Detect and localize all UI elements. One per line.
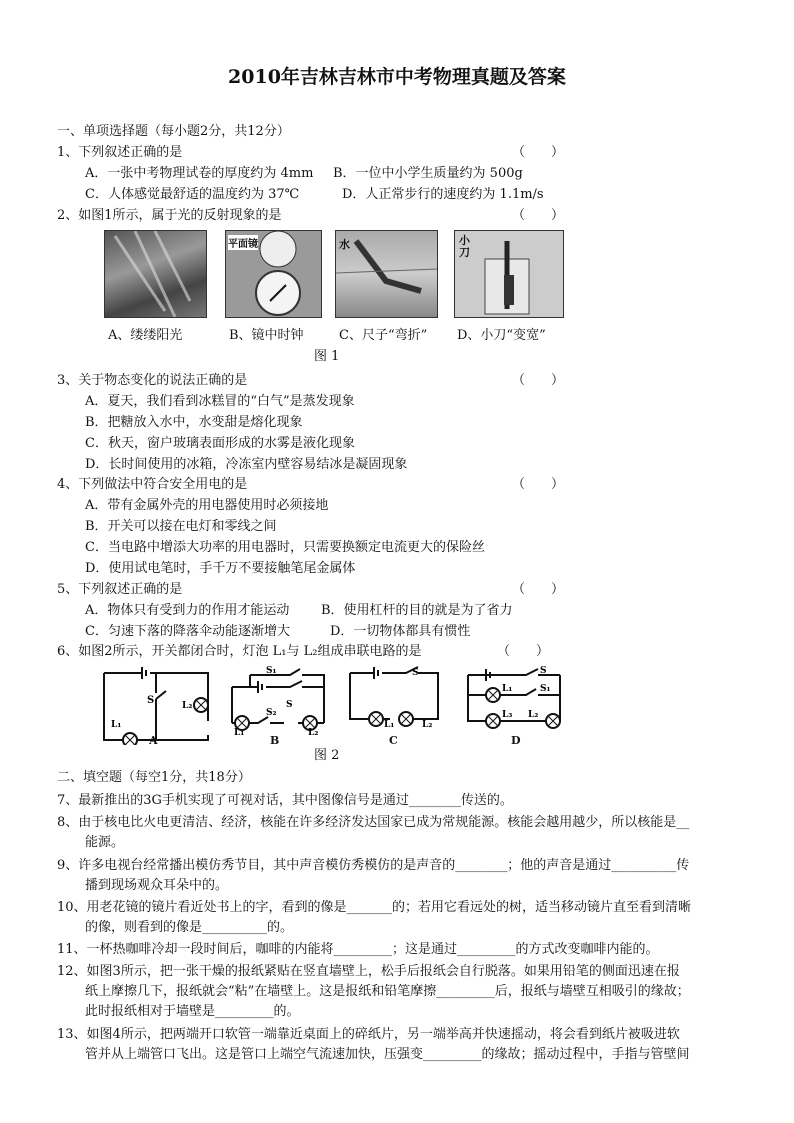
circuit-label-a: A [149,734,158,747]
fig1-caption-c: C、尺子“弯折” [339,328,428,343]
q12-line3: 此时报纸相对于墙壁是_________的。 [85,1004,300,1019]
fig1-caption-a: A、缕缕阳光 [108,328,183,343]
svg-text:S₁: S₁ [266,666,277,676]
svg-text:S: S [540,666,547,676]
svg-text:L₂: L₂ [308,728,319,738]
svg-text:L₃: L₃ [502,710,513,720]
photo-widened-knife [454,230,564,318]
section-1-heading: 一、单项选择题（每小题2分，共12分） [57,124,290,139]
q12-line2: 纸上摩擦几下，报纸就会“粘”在墙壁上。这是报纸和铅笔摩擦_________后，报纸与墙壁互相吸引的缘故； [85,984,690,999]
fig2-label: 图 2 [314,748,340,763]
fig1-caption-b: B、镜中时钟 [229,328,304,343]
q9-line1: 9、许多电视台经常播出模仿秀节目，其中声音模仿秀模仿的是声音的________；他的声音是通过__________传 [57,858,690,873]
svg-text:L₁: L₁ [234,728,245,738]
q4-option-c: C．当电路中增添大功率的用电器时，只需要换额定电流更大的保险丝 [85,540,485,555]
page-title: 2010年吉林吉林市中考物理真题及答案 [228,66,566,88]
circuit-label-d: D [511,734,521,747]
fig1-label: 图 1 [314,349,340,364]
circuit-a-s-symbol: S [147,695,155,706]
photo-bent-ruler [335,230,438,318]
circuit-label-c: C [389,734,398,747]
q3-option-a: A．夏天，我们看到冰糕冒的“白气”是蒸发现象 [85,394,355,409]
water-label: 水 [339,238,350,251]
svg-text:L₁: L₁ [384,720,395,730]
circuit-a-l2-symbol: L₂ [182,701,193,711]
q8-line1: 8、由于核电比火电更清洁、经济，核能在许多经济发达国家已成为常规能源。核能会越用越少，所以核能是__ [57,815,690,830]
q1-option-b: B．一位中小学生质量约为 500g [333,166,523,181]
q4-answer-paren: （ ） [512,477,565,492]
q2-answer-paren: （ ） [512,208,565,223]
q13-line1: 13、如图4所示，把两端开口软管一端靠近桌面上的碎纸片，另一端举高并快速摇动，将会看到纸片被吸进软 [57,1027,680,1042]
q3-answer-paren: （ ） [512,373,565,388]
section-2-heading: 二、填空题（每空1分，共18分） [57,770,251,785]
q12-line1: 12、如图3所示，把一张干燥的报纸紧贴在竖直墙壁上，松手后报纸会自行脱落。如果用铅笔的侧面迅速在报 [57,964,680,979]
photo-mirror-clock [225,230,322,318]
q1-stem: 1、下列叙述正确的是 [57,145,183,160]
q5-option-d: D．一切物体都具有惯性 [330,624,471,639]
q1-answer-paren: （ ） [512,145,565,160]
q6-stem: 6、如图2所示，开关都闭合时，灯泡 L₁与 L₂组成串联电路的是 [57,644,422,659]
svg-text:S₁: S₁ [540,684,551,694]
q4-stem: 4、下列做法中符合安全用电的是 [57,477,248,492]
q4-option-d: D．使用试电笔时，手千万不要接触笔尾金属体 [85,561,356,576]
q1-option-a: A．一张中考物理试卷的厚度约为 4mm [85,166,314,181]
svg-text:S: S [286,700,293,710]
circuit-a [100,665,212,745]
q2-stem: 2、如图1所示，属于光的反射现象的是 [57,208,282,223]
svg-text:L₁: L₁ [502,684,513,694]
knife-label: 小刀 [459,234,470,259]
q13-line2: 管并从上端管口飞出。这是管口上端空气流速加快，压强变_________的缘故；摇动过程中，手指与管壁间 [85,1047,690,1062]
circuit-label-b: B [270,734,280,747]
svg-text:L₂: L₂ [528,710,539,720]
q9-line2: 播到现场观众耳朵中的。 [85,878,229,893]
mirror-label: 平面镜 [228,235,258,250]
photo-sunbeams [104,230,207,318]
svg-text:L₂: L₂ [422,720,433,730]
q4-option-a: A．带有金属外壳的用电器使用时必须接地 [85,498,329,513]
fig1-caption-d: D、小刀“变宽” [457,328,546,343]
q3-stem: 3、关于物态变化的说法正确的是 [57,373,248,388]
q1-option-c: C．人体感觉最舒适的温度约为 37℃ [85,187,300,202]
q3-option-c: C．秋天，窗户玻璃表面形成的水雾是液化现象 [85,436,355,451]
svg-text:S₂: S₂ [266,708,277,718]
q10-line2: 的像，则看到的像是__________的。 [85,920,294,935]
q8-line2: 能源。 [85,835,125,850]
q5-option-a: A．物体只有受到力的作用才能运动 [85,603,290,618]
circuit-d [466,665,562,745]
q5-option-b: B．使用杠杆的目的就是为了省力 [321,603,513,618]
q4-option-b: B．开关可以接在电灯和零线之间 [85,519,277,534]
q5-stem: 5、下列叙述正确的是 [57,582,183,597]
svg-text:S: S [412,668,419,678]
circuit-a-l1-symbol: L₁ [111,720,122,730]
q5-option-c: C．匀速下落的降落伞动能逐渐增大 [85,624,290,639]
q6-answer-paren: （ ） [497,644,550,659]
circuit-c [346,665,442,745]
q7-text: 7、最新推出的3G手机实现了可视对话，其中图像信号是通过________传送的。 [57,793,513,808]
q11-text: 11、一杯热咖啡冷却一段时间后，咖啡的内能将_________；这是通过_________的方式改变咖啡内能的。 [57,942,659,957]
q1-option-d: D．人正常步行的速度约为 1.1m/s [342,187,544,202]
q3-option-d: D．长时间使用的冰箱，冷冻室内壁容易结冰是凝固现象 [85,457,408,472]
circuit-b [230,665,326,745]
q3-option-b: B．把糖放入水中，水变甜是熔化现象 [85,415,303,430]
q5-answer-paren: （ ） [512,582,565,597]
q10-line1: 10、用老花镜的镜片看近处书上的字，看到的像是_______的；若用它看远处的树，适当移动镜片直至看到清晰 [57,900,692,915]
